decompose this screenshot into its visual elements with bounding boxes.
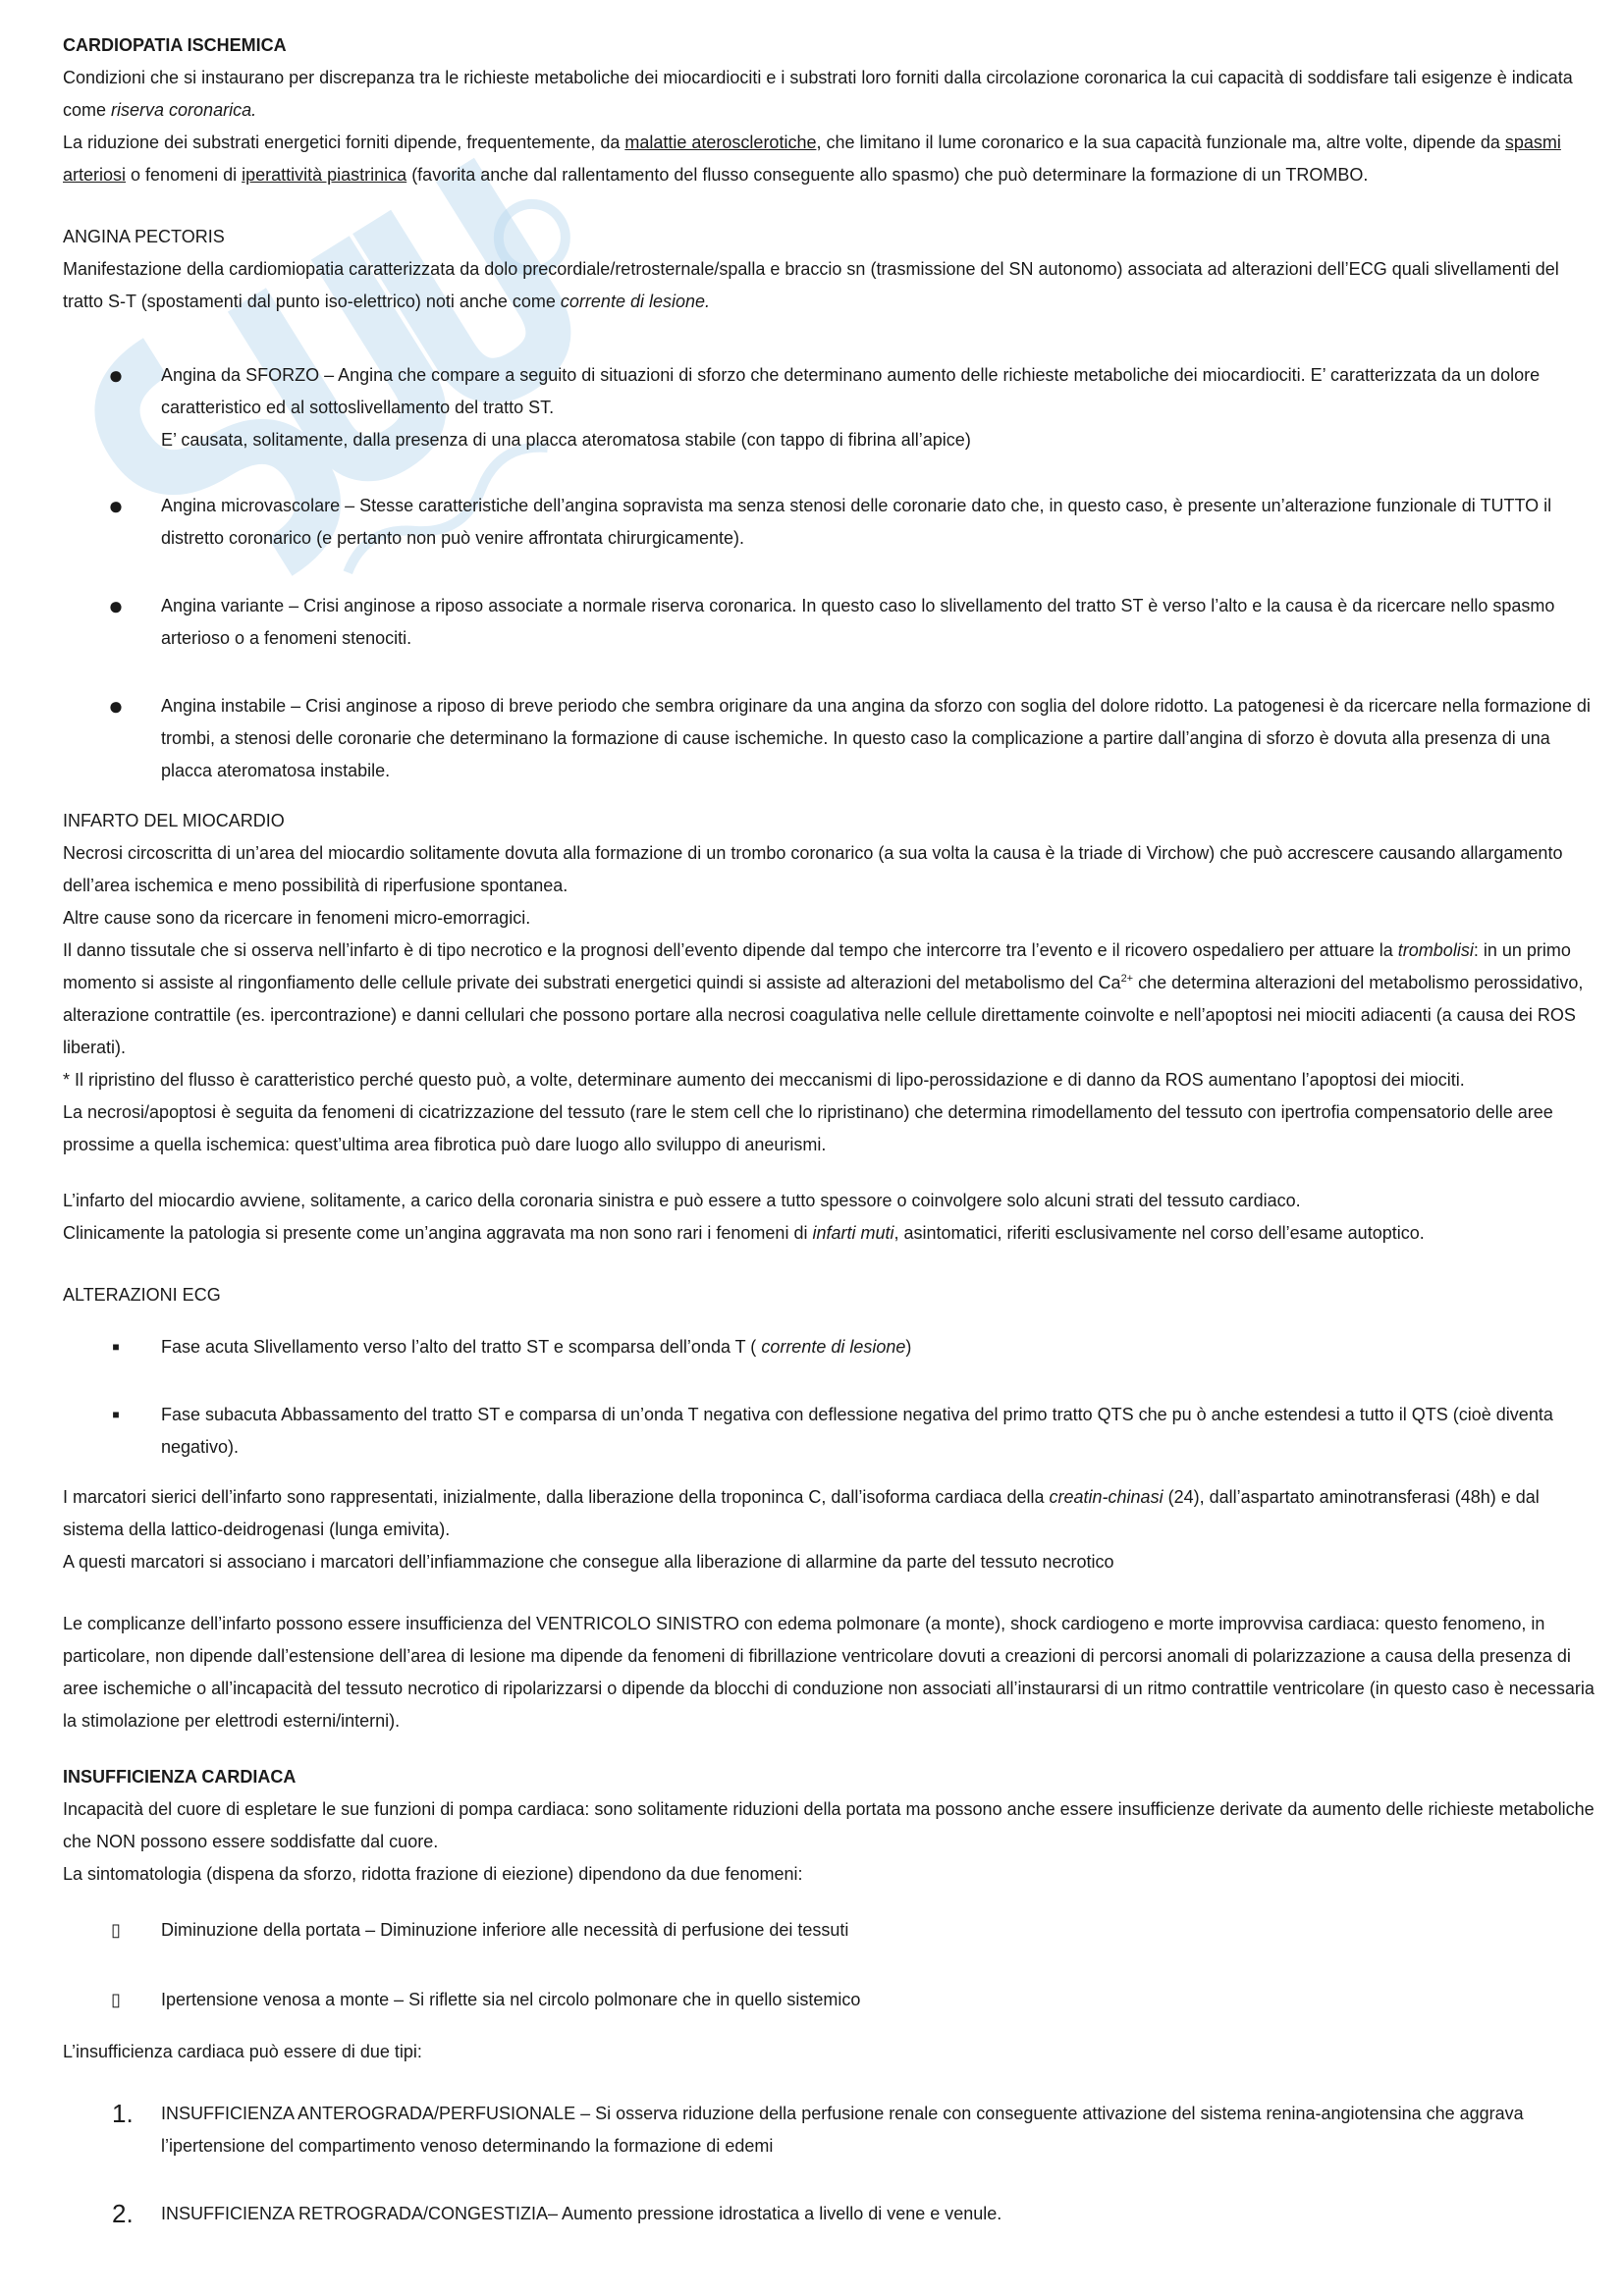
infarto-paragraph-4: * Il ripristino del flusso è caratteristico perché questo può, a volte, determinare aumento dei meccanismi di lipo-perossidazione e di danno da ROS aumentano l’apoptosi dei miociti. bbox=[63, 1070, 1465, 1090]
bullet-icon: ● bbox=[108, 491, 124, 520]
list-item: ● Angina microvascolare – Stesse caratteristiche dell’angina sopravista ma senza stenosi delle coronarie dato che, in questo caso, è presente un’alterazione funzionale di TUTTO il distretto coronarico (e pertanto non può venire affrontata chirurgicamente). bbox=[63, 490, 1595, 555]
infarto-paragraph-7: Clinicamente la patologia si presente come un’angina aggravata ma non sono rari i fenomeni di infarti muti, asintomatici, riferiti esclusivamente nel corso dell’esame autoptico. bbox=[63, 1223, 1425, 1243]
section-title-infarto: INFARTO DEL MIOCARDIO bbox=[63, 811, 285, 830]
list-item: 2. INSUFFICIENZA RETROGRADA/CONGESTIZIA– Aumento pressione idrostatica a livello di vene e venule. bbox=[112, 2199, 1002, 2228]
bullet-icon: ● bbox=[108, 591, 124, 620]
list-number: 1. bbox=[112, 2099, 134, 2128]
square-bullet-icon: ■ bbox=[112, 1408, 120, 1421]
ischemia-paragraph-1: Condizioni che si instaurano per discrepanza tra le richieste metaboliche dei miocardiociti e i substrati loro forniti dalla circolazione coronarica la cui capacità di soddisfare tali esigenze è indicata come riserva coronarica. bbox=[63, 68, 1573, 120]
insufficienza-paragraph-3: L’insufficienza cardiaca può essere di due tipi: bbox=[63, 2042, 422, 2061]
box-bullet-icon: ▯ bbox=[111, 1920, 121, 1940]
infarto-paragraph-6: L’infarto del miocardio avviene, solitamente, a carico della coronaria sinistra e può essere a tutto spessore o coinvolgere solo alcuni strati del tessuto cardiaco. bbox=[63, 1191, 1301, 1210]
infarto-paragraph-5: La necrosi/apoptosi è seguita da fenomeni di cicatrizzazione del tessuto (rare le stem cell che lo ripristinano) che determina rimodellamento del tessuto con ipertrofia compensatorio delle aree prossime a quella ischemica: quest’ultima area fibrotica può dare luogo allo sviluppo di aneurismi. bbox=[63, 1102, 1553, 1154]
insufficienza-paragraph-2: La sintomatologia (dispena da sforzo, ridotta frazione di eiezione) dipendono da due fenomeni: bbox=[63, 1864, 803, 1884]
ecg-list bbox=[63, 1331, 1595, 1464]
ecg-paragraph-2: A questi marcatori si associano i marcatori dell’infiammazione che consegue alla liberazione di allarmine da parte del tessuto necrotico bbox=[63, 1552, 1114, 1572]
square-bullet-icon: ■ bbox=[112, 1340, 120, 1354]
list-number: 2. bbox=[112, 2199, 134, 2228]
insufficienza-paragraph-1: Incapacità del cuore di espletare le sue funzioni di pompa cardiaca: sono solitamente riduzioni della portata ma possono anche essere insufficienze derivate da aumento delle richieste metaboliche che NON possono essere soddisfatte dal cuore. bbox=[63, 1799, 1595, 1851]
list-item: ● Angina da SFORZO – Angina che compare a seguito di situazioni di sforzo che determinano aumento delle richieste metaboliche dei miocardiociti. E’ caratterizzata da un dolore caratteristico ed al sottoslivellamento del tratto ST. E’ causata, solitamente, dalla presenza di una placca ateromatosa stabile (con tappo di fibrina all’apice) bbox=[63, 359, 1595, 456]
list-item: ● Angina instabile – Crisi anginose a riposo di breve periodo che sembra originare da una angina da sforzo con soglia del dolore ridotto. La patogenesi è da ricercare nella formazione di trombi, a stenosi delle coronarie che determinano la formazione di cause ischemiche. In questo caso la complicazione a partire dall’angina di sforzo è dovuta alla presenza di una placca ateromatosa instabile. bbox=[63, 690, 1595, 787]
list-item: ▯ Diminuzione della portata – Diminuzione inferiore alle necessità di perfusione dei tessuti bbox=[63, 1914, 1595, 1947]
list-item: ■ Fase subacuta Abbassamento del tratto ST e comparsa di un’onda T negativa con deflessione negativa del primo tratto QTS che pu ò anche estendesi a tutto il QTS (cioè diventa negativo). bbox=[63, 1399, 1595, 1464]
infarto-paragraph-3: Il danno tissutale che si osserva nell’infarto è di tipo necrotico e la prognosi dell’evento dipende dal tempo che intercorre tra l’evento e il ricovero ospedaliero per attuare la trombolisi: in un primo momento si assiste al ringonfiamento delle cellule private dei substrati energetici quindi si assiste ad alterazioni del metabolismo del $Ca^{2+}$ che determina alterazioni del metabolismo perossidativo, alterazione contrattile (es. ipercontrazione) e danni cellulari che possono portare alla necrosi coagulativa nelle cellule direttamente coinvolte e nell’apoptosi nei miociti adiacenti (a causa dei ROS liberati). bbox=[63, 940, 1584, 1057]
ischemia-paragraph-2: La riduzione dei substrati energetici forniti dipende, frequentemente, da malattie aterosclerotiche, che limitano il lume coronarico e la sua capacità funzionale ma, altre volte, dipende da spasmi arteriosi o fenomeni di iperattività piastrinica (favorita anche dal rallentamento del flusso conseguente allo spasmo) che può determinare la formazione di un TROMBO. bbox=[63, 133, 1561, 185]
box-bullet-icon: ▯ bbox=[111, 1990, 121, 2009]
section-title-insufficienza: INSUFFICIENZA CARDIACA bbox=[63, 1767, 297, 1787]
ecg-paragraph-3: Le complicanze dell’infarto possono essere insufficienza del VENTRICOLO SINISTRO con edema polmonare (a monte), shock cardiogeno e morte improvvisa cardiaca: questo fenomeno, in particolare, non dipende dall’estensione dell’area di lesione ma dipende da fenomeni di fibrillazione ventricolare dovuti a creazioni di percorsi anomali di polarizzazione a causa della presenza di aree ischemiche o all’incapacità del tessuto necrotico di ripolarizzarsi o dipende da blocchi di conduzione non associati all’instaurarsi di un ritmo contrattile ventricolare (in questo caso è necessaria la stimolazione per elettrodi esterni/interni). bbox=[63, 1614, 1595, 1731]
angina-list bbox=[63, 359, 1595, 787]
insufficienza-list bbox=[63, 1914, 1595, 2016]
list-item: ▯ Ipertensione venosa a monte – Si riflette sia nel circolo polmonare che in quello sistemico bbox=[63, 1984, 1595, 2016]
list-item: 1. INSUFFICIENZA ANTEROGRADA/PERFUSIONALE – Si osserva riduzione della perfusione renale con conseguente attivazione del sistema renina-angiotensina che aggrava l’ipertensione del compartimento venoso determinando la formazione di edemi bbox=[112, 2099, 1524, 2156]
bullet-icon: ● bbox=[108, 691, 124, 721]
angina-paragraph: Manifestazione della cardiomiopatia caratterizzata da dolo precordiale/retrosternale/spalla e braccio sn (trasmissione del SN autonomo) associata ad alterazioni dell’ECG quali slivellamenti del tratto S-T (spostamenti dal punto iso-elettrico) noti anche come corrente di lesione. bbox=[63, 259, 1559, 311]
section-title-ecg: ALTERAZIONI ECG bbox=[63, 1285, 221, 1305]
ecg-paragraph-1: I marcatori sierici dell’infarto sono rappresentati, inizialmente, dalla liberazione della troponinca C, dall’isoforma cardiaca della creatin-chinasi (24), dall’aspartato aminotransferasi (48h) e dal sistema della lattico-deidrogenasi (lunga emivita). bbox=[63, 1487, 1540, 1539]
list-item: ● Angina variante – Crisi anginose a riposo associate a normale riserva coronarica. In questo caso lo slivellamento del tratto ST è verso l’alto e la causa è da ricercare nello spasmo arterioso o a fenomeni stenociti. bbox=[63, 590, 1595, 655]
section-title-ischemia: CARDIOPATIA ISCHEMICA bbox=[63, 35, 287, 55]
document-body bbox=[63, 29, 1595, 2250]
insufficienza-numbered-list bbox=[63, 2098, 1595, 2230]
infarto-paragraph-1: Necrosi circoscritta di un’area del miocardio solitamente dovuta alla formazione di un trombo coronarico (a sua volta la causa è la triade di Virchow) che può accrescere causando allargamento dell’area ischemica e meno possibilità di riperfusione spontanea. bbox=[63, 843, 1563, 895]
section-title-angina: ANGINA PECTORIS bbox=[63, 227, 225, 246]
bullet-icon: ● bbox=[108, 360, 124, 390]
list-item: ■ Fase acuta Slivellamento verso l’alto del tratto ST e scomparsa dell’onda T ( corrente di lesione) bbox=[63, 1331, 1595, 1363]
infarto-paragraph-2: Altre cause sono da ricercare in fenomeni micro-emorragici. bbox=[63, 908, 531, 928]
